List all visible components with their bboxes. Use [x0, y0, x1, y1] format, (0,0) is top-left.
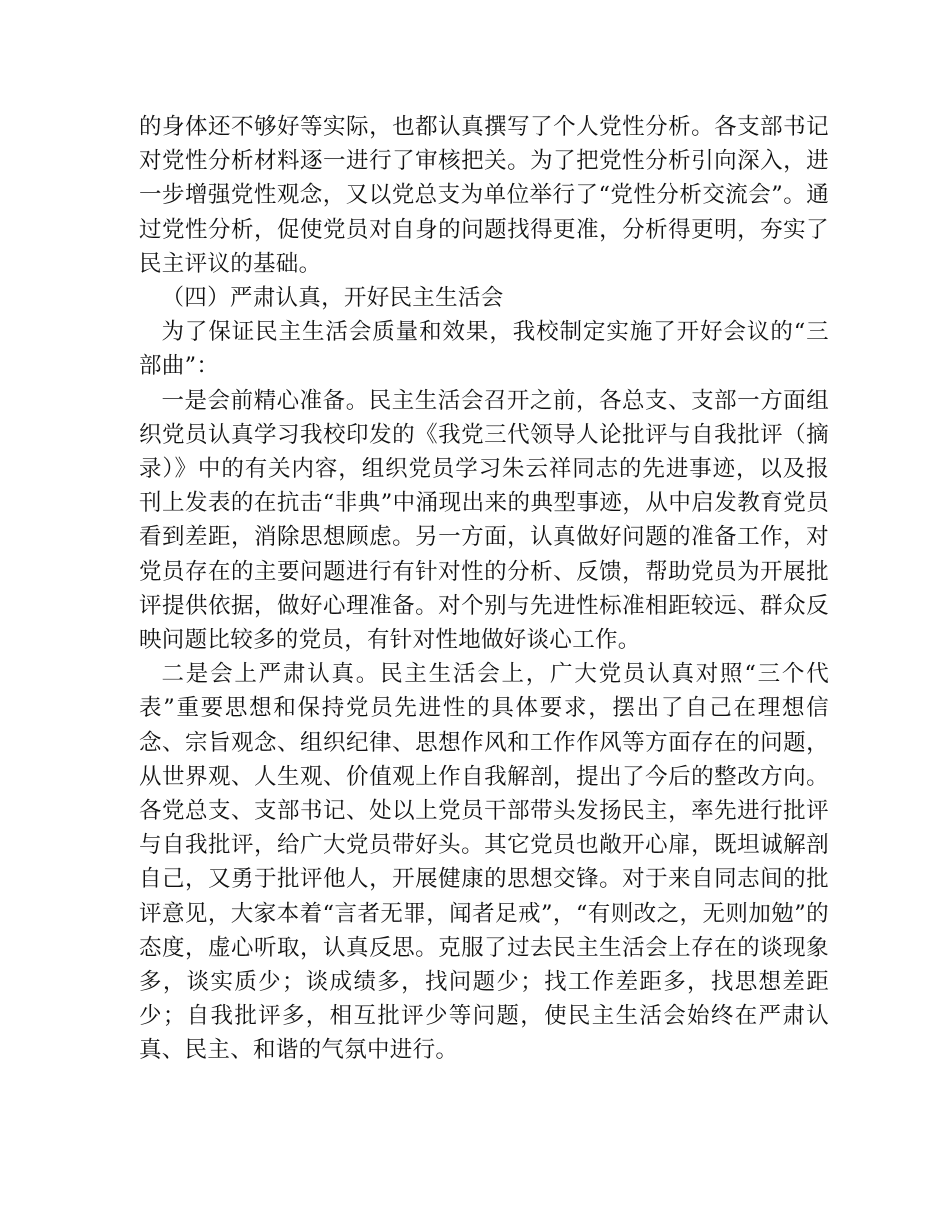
section-heading-democratic-life-meeting: （四）严肃认真，开好民主生活会	[161, 285, 504, 312]
document-body	[139, 110, 829, 1068]
paragraph-three-steps-intro: 为了保证民主生活会质量和效果，我校制定实施了开好会议的“三部曲”：	[139, 319, 829, 380]
paragraph-party-analysis: 的身体还不够好等实际，也都认真撰写了个人党性分析。各支部书记对党性分析材料逐一进行了审核把关。为了把党性分析引向深入，进一步增强党性观念，又以党总支为单位举行了“党性分析交流会”。通过党性分析，促使党员对自身的问题找得更准，分析得更明，夯实了民主评议的基础。	[139, 114, 829, 277]
paragraph-meeting-seriousness: 二是会上严肃认真。民主生活会上，广大党员认真对照“三个代表”重要思想和保持党员先进性的具体要求，摆出了自己在理想信念、宗旨观念、组织纪律、思想作风和工作作风等方面存在的问题，从世界观、人生观、价值观上作自我解剖，提出了今后的整改方向。各党总支、支部书记、处以上党员干部带头发扬民主，率先进行批评与自我批评，给广大党员带好头。其它党员也敞开心扉，既坦诚解剖自己，又勇于批评他人，开展健康的思想交锋。对于来自同志间的批评意见，大家本着“言者无罪，闻者足戒”，“有则改之，无则加勉”的态度，虚心听取，认真反思。克服了过去民主生活会上存在的谈现象多，谈实质少；谈成绩多，找问题少；找工作差距多，找思想差距少；自我批评多，相互批评少等问题，使民主生活会始终在严肃认真、民主、和谐的气氛中进行。	[139, 661, 829, 1064]
paragraph-pre-meeting-preparation: 一是会前精心准备。民主生活会召开之前，各总支、支部一方面组织党员认真学习我校印发的《我党三代领导人论批评与自我批评（摘录）》中的有关内容，组织党员学习朱云祥同志的先进事迹，以及报刊上发表的在抗击“非典”中涌现出来的典型事迹，从中启发教育党员看到差距，消除思想顾虑。另一方面，认真做好问题的准备工作，对党员存在的主要问题进行有针对性的分析、反馈，帮助党员为开展批评提供依据，做好心理准备。对个别与先进性标准相距较远、群众反映问题比较多的党员，有针对性地做好谈心工作。	[139, 387, 829, 654]
